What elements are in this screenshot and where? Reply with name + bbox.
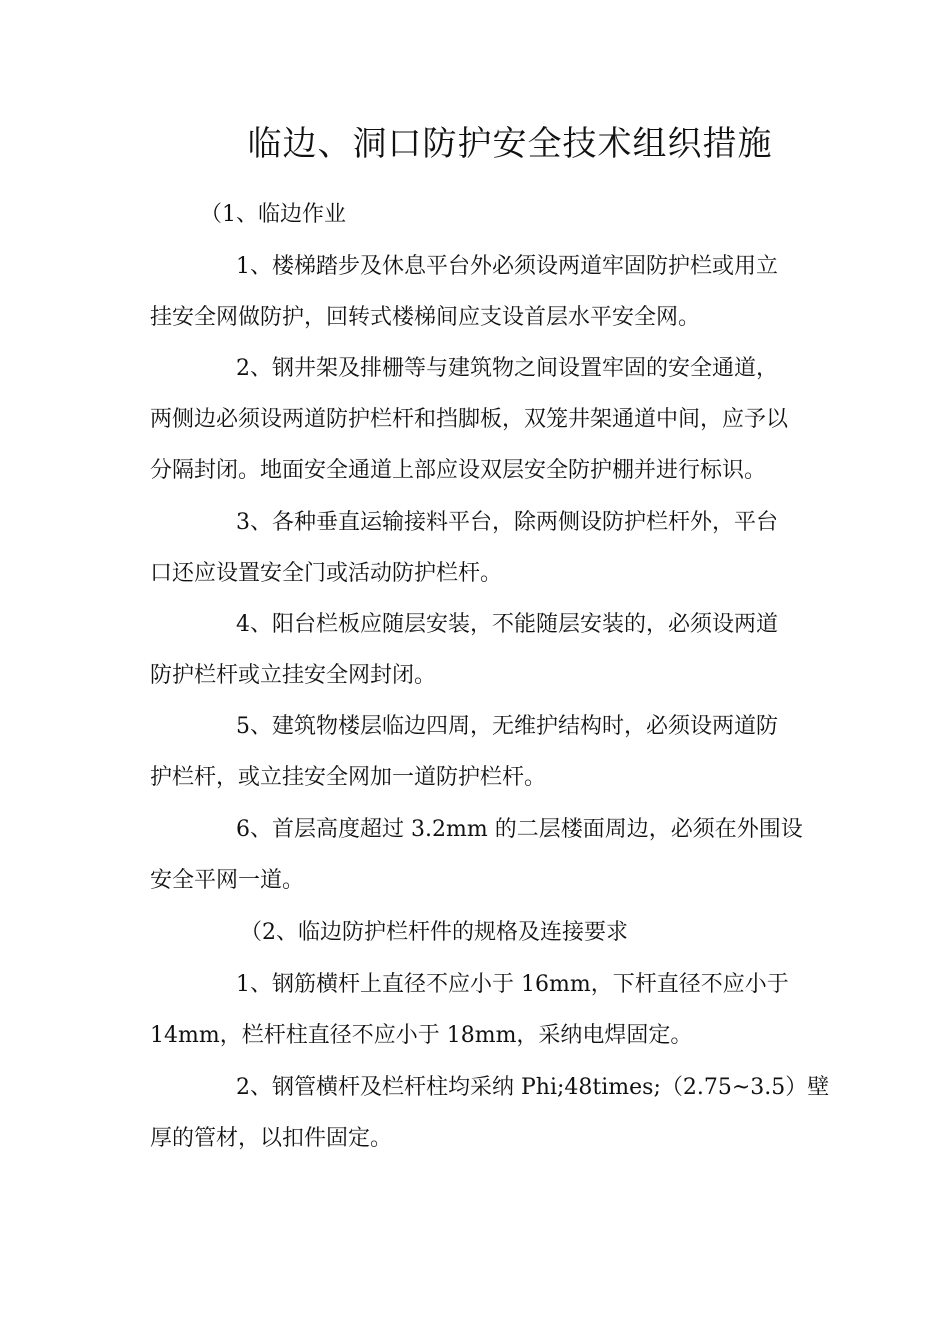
paragraph-line: 6、首层高度超过 3.2mm 的二层楼面周边，必须在外围设 bbox=[236, 817, 803, 842]
paragraph-line: 14mm，栏杆柱直径不应小于 18mm，采纳电焊固定。 bbox=[150, 1023, 693, 1048]
paragraph-line: 口还应设置安全门或活动防护栏杆。 bbox=[150, 561, 503, 586]
document-title: 临边、洞口防护安全技术组织措施 bbox=[247, 124, 773, 164]
paragraph-line: 安全平网一道。 bbox=[150, 868, 305, 893]
paragraph-line: 3、各种垂直运输接料平台，除两侧设防护栏杆外，平台 bbox=[236, 510, 778, 535]
paragraph-line: 挂安全网做防护，回转式楼梯间应支设首层水平安全网。 bbox=[150, 305, 701, 330]
paragraph-line: 两侧边必须设两道防护栏杆和挡脚板，双笼井架通道中间，应予以 bbox=[150, 407, 789, 432]
paragraph-line: 护栏杆，或立挂安全网加一道防护栏杆。 bbox=[150, 765, 547, 790]
paragraph-line: 5、建筑物楼层临边四周，无维护结构时，必须设两道防 bbox=[236, 714, 778, 739]
paragraph-line: 1、楼梯踏步及休息平台外必须设两道牢固防护栏或用立 bbox=[236, 254, 778, 279]
paragraph-line: 4、阳台栏板应随层安装，不能随层安装的，必须设两道 bbox=[236, 612, 778, 637]
paragraph-line: 防护栏杆或立挂安全网封闭。 bbox=[150, 663, 437, 688]
paragraph-line: 2、钢井架及排栅等与建筑物之间设置牢固的安全通道， bbox=[236, 356, 778, 381]
paragraph-line: 分隔封闭。地面安全通道上部应设双层安全防护棚并进行标识。 bbox=[150, 458, 767, 483]
paragraph-line: 厚的管材，以扣件固定。 bbox=[150, 1126, 393, 1151]
section-1-heading: （1、临边作业 bbox=[200, 202, 346, 227]
paragraph-line: 2、钢管横杆及栏杆柱均采纳 Phi;48times;（2.75~3.5）壁 bbox=[236, 1075, 830, 1100]
paragraph-line: 1、钢筋横杆上直径不应小于 16mm，下杆直径不应小于 bbox=[236, 972, 789, 997]
section-2-heading: （2、临边防护栏杆件的规格及连接要求 bbox=[240, 920, 628, 945]
